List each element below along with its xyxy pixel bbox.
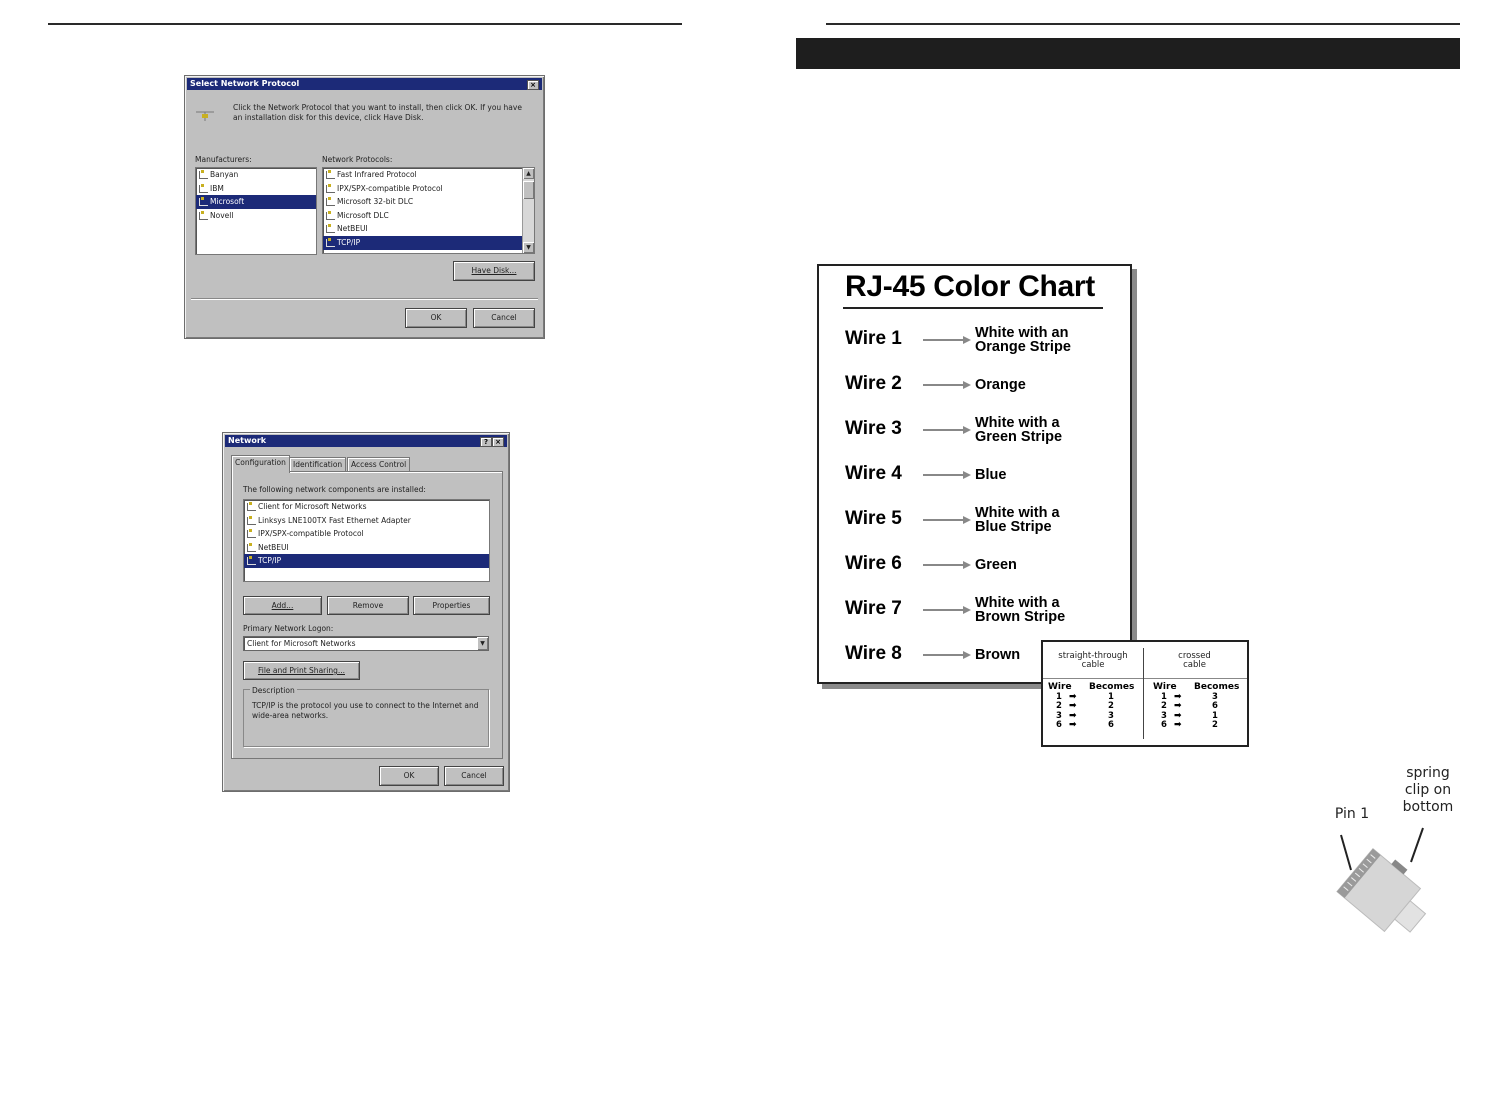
protocol-icon	[326, 225, 335, 233]
arrow-right-icon	[923, 429, 969, 431]
have-disk-button[interactable]: Have Disk...	[453, 261, 535, 281]
cancel-button[interactable]: Cancel	[473, 308, 535, 328]
file-print-sharing-button[interactable]: File and Print Sharing...	[243, 661, 360, 680]
wire-color: White with an Orange Stripe	[975, 325, 1071, 355]
list-item-selected[interactable]: Microsoft	[196, 195, 316, 209]
table-cell-becomes: 1	[1212, 710, 1218, 721]
network-adapter-icon	[247, 517, 256, 525]
table-cell-wire: 3	[1056, 710, 1062, 721]
description-line-2: wide-area networks.	[252, 711, 329, 720]
instructions-line-2: an installation disk for this device, click Have Disk.	[233, 113, 424, 122]
tab-access-control[interactable]: Access Control	[347, 457, 410, 472]
dialog-titlebar	[225, 435, 507, 447]
crossed-wire-heading: Wire	[1153, 682, 1177, 692]
protocol-icon	[326, 185, 335, 193]
wire-label: Wire 6	[845, 553, 902, 574]
table-cell-wire: 2	[1161, 701, 1167, 712]
tab-configuration[interactable]: Configuration	[231, 455, 290, 473]
list-item[interactable]: Linksys LNE100TX Fast Ethernet Adapter	[244, 514, 489, 528]
arrow-right-icon: ➡	[1069, 710, 1077, 721]
arrow-right-icon	[923, 654, 969, 656]
table-cell-wire: 6	[1056, 720, 1062, 731]
arrow-right-icon: ➡	[1174, 710, 1182, 721]
table-cell-becomes: 2	[1212, 720, 1218, 731]
list-item[interactable]: NetBEUI	[244, 541, 489, 555]
wire-color: White with a Blue Stripe	[975, 505, 1060, 535]
network-protocols-list[interactable]	[322, 167, 535, 254]
list-item[interactable]: Microsoft 32-bit DLC	[323, 195, 522, 209]
protocol-icon	[199, 198, 208, 206]
table-cell-becomes: 6	[1108, 720, 1114, 731]
table-cell-wire: 2	[1056, 701, 1062, 712]
crossed-becomes-heading: Becomes	[1194, 682, 1240, 692]
select-network-protocol-dialog	[184, 75, 545, 339]
list-item[interactable]: Novell	[196, 209, 316, 223]
rj45-color-chart	[817, 264, 1132, 684]
wire-color: Green	[975, 557, 1017, 573]
primary-logon-select[interactable]: Client for Microsoft Networks ▼	[243, 636, 489, 651]
protocol-icon	[326, 171, 335, 179]
dialog-titlebar	[187, 78, 542, 90]
wire-label: Wire 1	[845, 328, 902, 349]
scroll-thumb[interactable]	[523, 181, 534, 199]
protocol-icon	[326, 239, 335, 247]
wire-color: Orange	[975, 377, 1026, 393]
chevron-down-icon[interactable]: ▼	[477, 637, 488, 650]
protocol-icon	[247, 544, 256, 552]
table-cell-becomes: 2	[1108, 701, 1114, 712]
scroll-up-icon[interactable]: ▲	[523, 168, 534, 179]
arrow-right-icon	[923, 609, 969, 611]
network-protocol-icon	[194, 106, 216, 124]
list-item[interactable]: Client for Microsoft Networks	[244, 500, 489, 514]
protocol-icon	[199, 185, 208, 193]
wire-label: Wire 2	[845, 373, 902, 394]
help-icon[interactable]: ?	[480, 437, 492, 447]
arrow-right-icon: ➡	[1174, 701, 1182, 712]
protocol-icon	[247, 530, 256, 538]
rj45-connector-illustration	[1325, 810, 1445, 940]
ok-button[interactable]: OK	[405, 308, 467, 328]
arrow-right-icon: ➡	[1069, 692, 1077, 702]
table-cell-becomes: 3	[1212, 692, 1218, 702]
arrow-right-icon: ➡	[1069, 701, 1077, 712]
network-dialog	[222, 432, 510, 792]
manufacturers-label: Manufacturers:	[195, 155, 252, 164]
close-icon[interactable]: ×	[492, 437, 504, 447]
straight-becomes-heading: Becomes	[1089, 682, 1135, 692]
list-item[interactable]: IPX/SPX-compatible Protocol	[323, 182, 522, 196]
list-item[interactable]: Microsoft DLC	[323, 209, 522, 223]
cable-pinout-table	[1041, 640, 1249, 747]
list-item[interactable]: NetBEUI	[323, 222, 522, 236]
list-item-selected[interactable]: TCP/IP	[323, 236, 522, 250]
dialog-title: Network	[228, 436, 267, 445]
list-item[interactable]: IPX/SPX-compatible Protocol	[244, 527, 489, 541]
table-header-divider	[1043, 678, 1247, 679]
protocol-icon	[326, 198, 335, 206]
description-label: Description	[252, 686, 295, 695]
arrow-right-icon	[923, 519, 969, 521]
list-item-selected[interactable]: TCP/IP	[244, 554, 489, 568]
protocols-scrollbar[interactable]	[522, 168, 534, 253]
wire-label: Wire 4	[845, 463, 902, 484]
arrow-right-icon	[923, 474, 969, 476]
table-cell-becomes: 6	[1212, 701, 1218, 712]
straight-through-header: straight-through cable	[1058, 651, 1128, 670]
wire-label: Wire 7	[845, 598, 902, 619]
table-cell-wire: 1	[1056, 692, 1062, 702]
components-label: The following network components are installed:	[243, 485, 426, 494]
crossed-header: crossed cable	[1178, 651, 1211, 670]
client-icon	[247, 503, 256, 511]
arrow-right-icon	[923, 384, 969, 386]
table-column-divider	[1143, 648, 1144, 739]
wire-color: White with a Brown Stripe	[975, 595, 1066, 625]
spring-clip-label: spring clip on bottom	[1402, 765, 1454, 815]
left-page-rule	[48, 23, 682, 25]
wire-label: Wire 3	[845, 418, 902, 439]
properties-button[interactable]: Properties	[413, 596, 490, 615]
right-page-rule	[826, 23, 1460, 25]
arrow-right-icon: ➡	[1174, 720, 1182, 731]
arrow-right-icon	[923, 339, 969, 341]
table-cell-wire: 1	[1161, 692, 1167, 702]
remove-button[interactable]: Remove	[327, 596, 409, 615]
table-cell-wire: 3	[1161, 710, 1167, 721]
components-list[interactable]	[243, 499, 490, 582]
wire-color: Brown	[975, 647, 1021, 663]
scroll-down-icon[interactable]: ▼	[523, 242, 534, 253]
instructions-line-1: Click the Network Protocol that you want to install, then click OK. If you have	[233, 103, 522, 112]
add-button[interactable]: Add...	[243, 596, 322, 615]
protocol-icon	[326, 212, 335, 220]
arrow-right-icon: ➡	[1174, 692, 1182, 702]
table-cell-becomes: 3	[1108, 710, 1114, 721]
close-icon[interactable]: ×	[527, 80, 539, 90]
table-cell-wire: 6	[1161, 720, 1167, 731]
arrow-right-icon	[923, 564, 969, 566]
straight-wire-heading: Wire	[1048, 682, 1072, 692]
chart-title: RJ-45 Color Chart	[845, 270, 1095, 303]
dialog-separator	[191, 298, 538, 299]
description-line-1: TCP/IP is the protocol you use to connect to the Internet and	[252, 701, 479, 710]
primary-logon-label: Primary Network Logon:	[243, 624, 334, 633]
wire-color: Blue	[975, 467, 1007, 483]
pin1-label: Pin 1	[1334, 806, 1370, 822]
wire-color: White with a Green Stripe	[975, 415, 1063, 445]
list-item[interactable]: Fast Infrared Protocol	[323, 168, 522, 182]
arrow-right-icon: ➡	[1069, 720, 1077, 731]
protocol-icon	[199, 171, 208, 179]
cancel-button[interactable]: Cancel	[444, 766, 504, 786]
dialog-title: Select Network Protocol	[190, 79, 300, 88]
ok-button[interactable]: OK	[379, 766, 439, 786]
manufacturers-list[interactable]	[195, 167, 317, 255]
table-cell-becomes: 1	[1108, 692, 1114, 702]
wire-label: Wire 5	[845, 508, 902, 529]
network-protocols-label: Network Protocols:	[322, 155, 393, 164]
list-item[interactable]: Banyan	[196, 168, 316, 182]
wire-label: Wire 8	[845, 643, 902, 664]
chart-title-rule	[843, 307, 1103, 309]
tab-identification[interactable]: Identification	[289, 457, 346, 472]
list-item[interactable]: IBM	[196, 182, 316, 196]
section-header-bar	[796, 38, 1460, 69]
protocol-icon	[199, 212, 208, 220]
protocol-icon	[247, 557, 256, 565]
